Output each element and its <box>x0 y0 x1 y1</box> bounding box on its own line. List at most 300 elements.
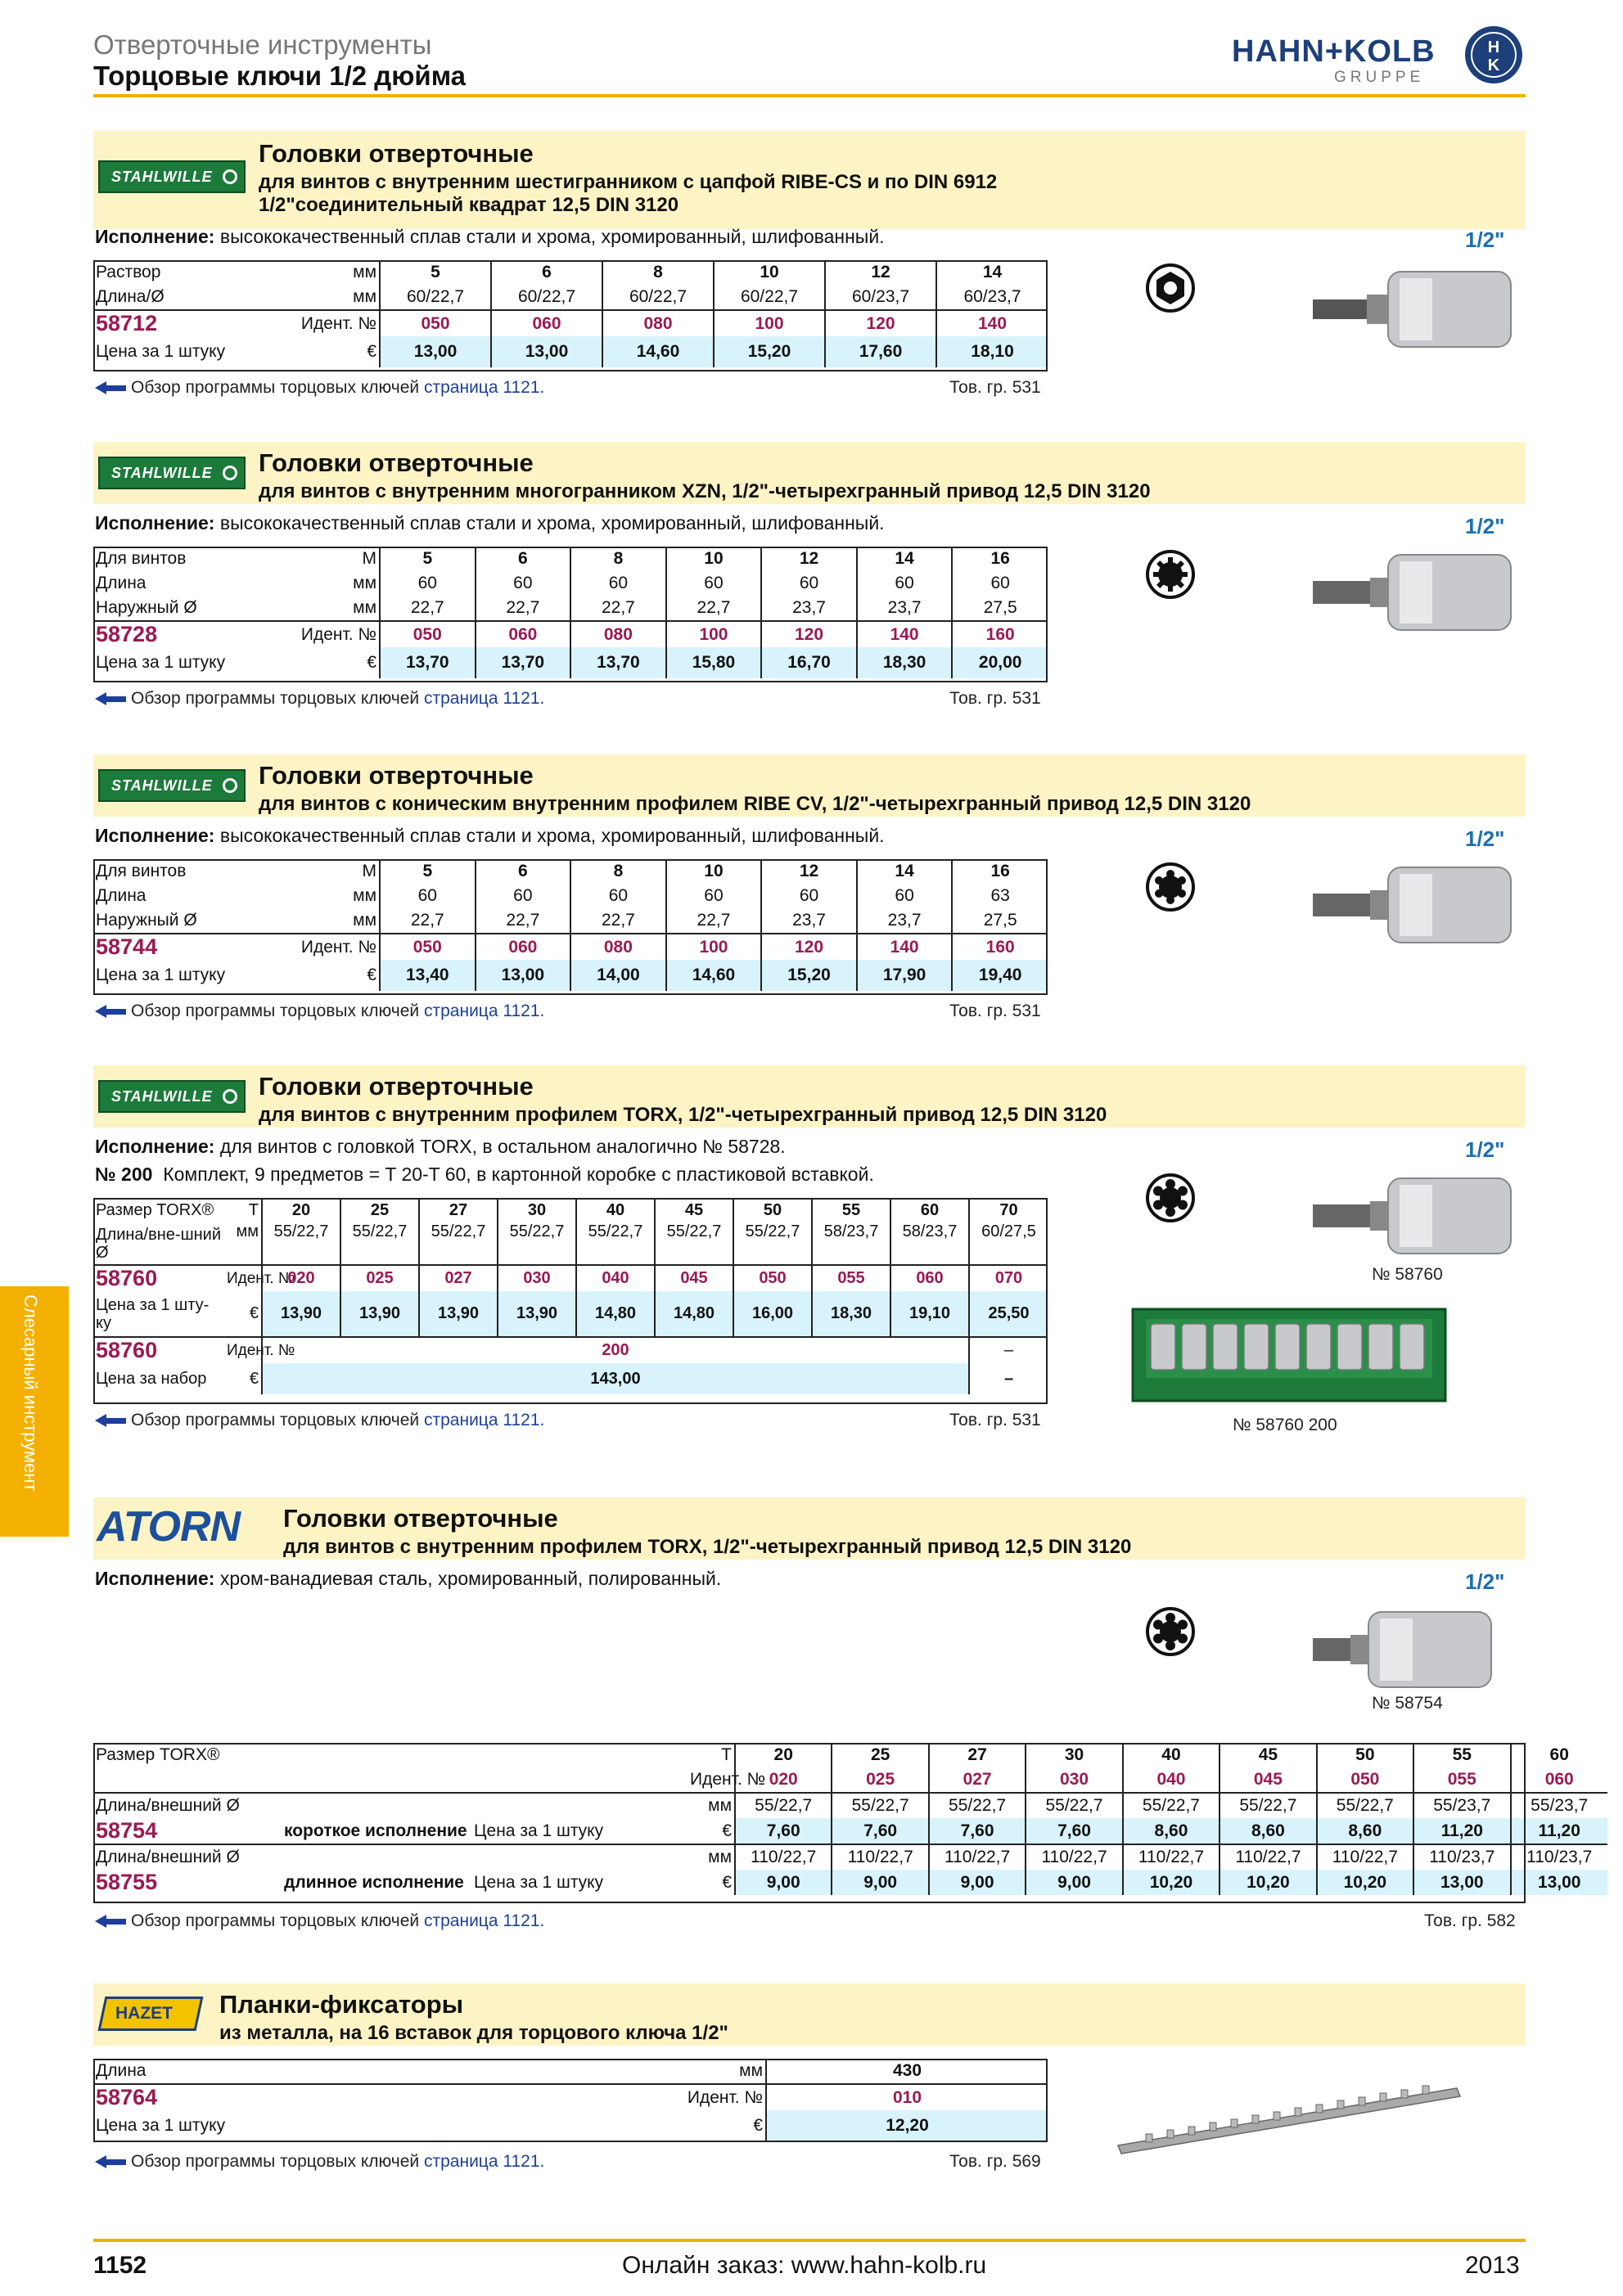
cell: 8 <box>570 547 666 571</box>
price-cell: 16,70 <box>761 647 857 678</box>
price-cell: 17,60 <box>825 336 936 367</box>
cell: 110/22,7 <box>832 1844 928 1870</box>
side-tab <box>0 1286 69 1537</box>
cell: 6 <box>476 547 571 571</box>
section-2-subtitle: для винтов с внутренним многогранником XZN, 1/2"-четырехгранный привод 12,5 DIN 3120 <box>259 480 1151 502</box>
row-unit: мм <box>353 911 376 930</box>
arrow-left-icon <box>95 2155 106 2168</box>
ident-cell: 045 <box>655 1265 733 1291</box>
cell: 55/22,7 <box>419 1222 498 1265</box>
ident-cell: 055 <box>1413 1767 1510 1793</box>
cell: 23,7 <box>761 596 857 621</box>
cell: 14 <box>936 260 1048 285</box>
price-cell: 18,10 <box>936 336 1048 367</box>
section-1-note: Обзор программы торцовых ключей страница 1121. <box>95 378 544 398</box>
price-label: Цена за 1 штуку <box>96 966 226 984</box>
section-4-title: Головки отверточные <box>259 1072 534 1101</box>
cell: 110/22,7 <box>1317 1844 1413 1870</box>
ident-cell: 080 <box>570 934 666 960</box>
cell: 60 <box>666 571 762 596</box>
socket-rail-image <box>1113 2070 1465 2160</box>
ident-cell: 120 <box>761 621 857 647</box>
price-cell: 8,60 <box>1317 1818 1413 1844</box>
ident-cell: 070 <box>969 1265 1048 1291</box>
ident-cell: 140 <box>857 934 953 960</box>
price-cell: 9,00 <box>1026 1870 1122 1895</box>
hex-socket-bit-image <box>1310 260 1522 358</box>
section-5-group: Тов. гр. 582 <box>1424 1911 1516 1930</box>
cell: 30 <box>1026 1743 1122 1767</box>
catalog-year: 2013 <box>1465 2252 1520 2279</box>
cell: 110/23,7 <box>1511 1844 1607 1870</box>
section-6-title: Планки-фиксаторы <box>219 1990 464 2019</box>
section-6-subtitle: из металла, на 16 вставок для торцового ключа 1/2" <box>219 2022 728 2044</box>
cell: 110/22,7 <box>735 1844 832 1870</box>
page-link[interactable]: страница 1121. <box>424 378 545 397</box>
price-cell: 15,20 <box>714 336 825 367</box>
cell: 20 <box>262 1198 340 1222</box>
section-5-execution: Исполнение: хром-ванадиевая сталь, хромированный, полированный. <box>95 1568 722 1589</box>
cell: 430 <box>766 2059 1048 2084</box>
row-unit: мм <box>236 1222 259 1240</box>
price-cell: 11,20 <box>1511 1818 1607 1844</box>
cell: 60 <box>476 571 571 596</box>
price-cell: 7,60 <box>735 1818 832 1844</box>
currency: € <box>367 966 376 984</box>
set-article-number[interactable]: 58760 <box>93 1337 224 1363</box>
row-label: Наружный Ø <box>96 911 197 930</box>
section-5-table <box>93 1743 1607 1895</box>
hazet-logo: HAZET <box>98 1997 204 2031</box>
cell: 55/22,7 <box>733 1222 812 1265</box>
cell: 55/22,7 <box>1026 1793 1122 1818</box>
cell: 60 <box>857 571 953 596</box>
row-unit: мм <box>739 2061 763 2080</box>
xzn-socket-icon <box>1146 550 1195 599</box>
ident-label: Идент. № <box>290 934 380 960</box>
row-label: Для винтов <box>96 549 187 568</box>
cell: 14 <box>857 859 953 884</box>
cell: 60 <box>666 884 762 908</box>
row-unit: M <box>362 862 376 880</box>
cell: 60/22,7 <box>491 285 602 310</box>
price-cell: 7,60 <box>1026 1818 1122 1844</box>
ident-cell: 030 <box>1026 1767 1122 1793</box>
hahn-kolb-logo-icon <box>1463 25 1524 85</box>
cell: 40 <box>1123 1743 1220 1767</box>
ident-label: Идент. № <box>290 310 380 336</box>
page-link[interactable]: страница 1121. <box>424 1411 545 1429</box>
price-cell: 20,00 <box>952 647 1048 678</box>
section-3-table <box>93 859 1048 991</box>
ident-cell: 120 <box>825 310 936 336</box>
cell: 60 <box>380 571 476 596</box>
price-cell: 8,60 <box>1220 1818 1316 1844</box>
cell: 22,7 <box>476 596 571 621</box>
svg-text:K: K <box>1487 56 1500 74</box>
price-cell: 9,00 <box>735 1870 832 1895</box>
cell: 60 <box>890 1198 969 1222</box>
price-cell: 13,00 <box>476 960 571 991</box>
section-3-subtitle: для винтов с коническим внутренним профилем RIBE CV, 1/2"-четырехгранный привод 12,5 DIN 3120 <box>259 793 1251 815</box>
arrow-left-icon <box>95 381 106 394</box>
section-3-note: Обзор программы торцовых ключей страница 1121. <box>95 1002 544 1021</box>
ident-cell: 050 <box>380 310 491 336</box>
set-price-cell: 143,00 <box>262 1363 969 1394</box>
section-5-title: Головки отверточные <box>283 1504 558 1533</box>
ident-cell: 160 <box>952 621 1048 647</box>
row-label: Раствор <box>96 263 161 281</box>
cell: 25 <box>832 1743 928 1767</box>
cell: 60/23,7 <box>936 285 1048 310</box>
ident-label: Идент. № <box>224 1337 262 1363</box>
cell: 110/23,7 <box>1413 1844 1510 1870</box>
row-label: Размер TORX® <box>96 1200 214 1219</box>
cell: 55/23,7 <box>1413 1793 1510 1818</box>
price-cell: 13,90 <box>262 1291 340 1337</box>
row-label: Длина <box>96 574 147 592</box>
cell: 22,7 <box>570 596 666 621</box>
page-link[interactable]: страница 1121. <box>424 1911 545 1930</box>
cell: 5 <box>380 859 476 884</box>
section-3-group: Тов. гр. 531 <box>949 1002 1041 1020</box>
cell: 10 <box>666 859 762 884</box>
cell: 20 <box>735 1743 832 1767</box>
page-link[interactable]: страница 1121. <box>424 1002 545 1020</box>
price-cell: 19,10 <box>890 1291 969 1337</box>
cell: 40 <box>576 1198 655 1222</box>
cell: 55/22,7 <box>1123 1793 1220 1818</box>
cell: 22,7 <box>570 908 666 934</box>
cell: 22,7 <box>666 908 762 934</box>
arrow-left-icon <box>95 1915 106 1928</box>
section-1-subtitle-2: 1/2"соединительный квадрат 12,5 DIN 3120 <box>259 194 679 216</box>
torx-socket-icon <box>1146 1607 1195 1656</box>
price-cell: 11,20 <box>1413 1818 1510 1844</box>
section-5-drive-size: 1/2" <box>1465 1569 1505 1594</box>
row-label: Длина <box>96 886 147 905</box>
price-cell: 10,20 <box>1123 1870 1220 1895</box>
article-number[interactable]: 58728 <box>93 621 290 647</box>
ribe-socket-bit-image <box>1310 856 1522 954</box>
row-label: Наружный Ø <box>96 598 197 617</box>
row-unit: мм <box>353 886 376 905</box>
cell: 60 <box>570 884 666 908</box>
ident-cell: 060 <box>491 310 602 336</box>
cell: 60/27,5 <box>969 1222 1048 1265</box>
cell: 110/22,7 <box>929 1844 1026 1870</box>
section-1-group: Тов. гр. 531 <box>949 378 1041 397</box>
cell: 30 <box>498 1198 576 1222</box>
price-cell: 13,00 <box>491 336 602 367</box>
ribe-socket-icon <box>1146 862 1195 912</box>
cell: 5 <box>380 260 491 285</box>
ident-cell: 160 <box>952 934 1048 960</box>
ident-label: Идент. № <box>224 1265 262 1291</box>
page-link[interactable]: страница 1121. <box>424 2152 545 2171</box>
ident-cell: 030 <box>498 1265 576 1291</box>
price-cell: 13,40 <box>380 960 476 991</box>
cell: 60 <box>857 884 953 908</box>
section-2-drive-size: 1/2" <box>1465 514 1505 538</box>
cell: 110/22,7 <box>1123 1844 1220 1870</box>
currency: € <box>722 1821 732 1840</box>
header-subcategory: Торцовые ключи 1/2 дюйма <box>93 61 467 91</box>
price-label: Цена за 1 штуку <box>96 342 226 361</box>
cell: 12 <box>761 859 857 884</box>
row-label: Длина/внешний Ø <box>93 1844 688 1870</box>
page-number: 1152 <box>93 2252 147 2279</box>
section-2-table <box>93 547 1048 678</box>
hex-socket-icon <box>1146 263 1195 313</box>
article-number[interactable]: 58764 <box>93 2084 322 2110</box>
article-number[interactable]: 58744 <box>93 934 290 960</box>
row-unit: мм <box>353 287 376 306</box>
cell: 8 <box>570 859 666 884</box>
torx-socket-bit-image <box>1310 1167 1522 1265</box>
header-rule <box>93 94 1526 97</box>
cell: 70 <box>969 1198 1048 1222</box>
cell: 22,7 <box>476 908 571 934</box>
atorn-logo: ATORN <box>97 1503 241 1551</box>
cell: 22,7 <box>380 908 476 934</box>
ident-cell: 027 <box>929 1767 1026 1793</box>
wrench-icon <box>223 466 237 480</box>
variant-label: короткое исполнение <box>284 1821 467 1840</box>
price-cell: 14,80 <box>576 1291 655 1337</box>
brand-group: GRUPPE <box>1334 69 1425 86</box>
cell: 58/23,7 <box>890 1222 969 1265</box>
ident-cell: 050 <box>733 1265 812 1291</box>
cell: 23,7 <box>857 596 953 621</box>
cell: 110/22,7 <box>1026 1844 1122 1870</box>
section-4-table <box>93 1198 1048 1394</box>
ident-cell: 050 <box>380 934 476 960</box>
cell: 55/23,7 <box>1511 1793 1607 1818</box>
section-4-note: Обзор программы торцовых ключей страница 1121. <box>95 1411 544 1430</box>
cell: 60/22,7 <box>380 285 491 310</box>
cell: 27 <box>419 1198 498 1222</box>
svg-text:H: H <box>1487 38 1500 56</box>
row-label: Длина/внешний Ø <box>93 1793 688 1818</box>
cell: 60 <box>761 884 857 908</box>
row-label: Длина/вне-шний Ø <box>96 1225 221 1262</box>
cell: 45 <box>1220 1743 1316 1767</box>
section-4-group: Тов. гр. 531 <box>949 1411 1041 1429</box>
ident-cell: 020 <box>735 1767 832 1793</box>
cell: 22,7 <box>666 596 762 621</box>
cell: 8 <box>602 260 714 285</box>
stahlwille-logo: STAHLWILLE <box>98 1080 246 1113</box>
price-label: Цена за набор <box>96 1369 207 1388</box>
cell: 58/23,7 <box>812 1222 890 1265</box>
cell: 60 <box>380 884 476 908</box>
ident-cell: 050 <box>380 621 476 647</box>
ident-cell: 080 <box>602 310 714 336</box>
ident-cell: 025 <box>832 1767 928 1793</box>
row-unit: мм <box>353 598 376 617</box>
xzn-socket-bit-image <box>1310 543 1522 642</box>
article-number[interactable]: 58755 <box>96 1870 158 1894</box>
currency: € <box>722 1872 732 1892</box>
price-cell: 9,00 <box>832 1870 928 1895</box>
page-link[interactable]: страница 1121. <box>424 689 545 708</box>
ident-cell: 027 <box>419 1265 498 1291</box>
price-cell: 8,60 <box>1123 1818 1220 1844</box>
cell: 50 <box>1317 1743 1413 1767</box>
price-label: Цена за 1 шту-ку <box>96 1295 210 1332</box>
section-6-table <box>93 2059 1048 2141</box>
cell: 55/22,7 <box>929 1793 1026 1818</box>
price-cell: 18,30 <box>857 647 953 678</box>
cell: 27,5 <box>952 596 1048 621</box>
price-cell: 16,00 <box>733 1291 812 1337</box>
price-cell: 18,30 <box>812 1291 890 1337</box>
section-6-note: Обзор программы торцовых ключей страница 1121. <box>95 2152 544 2172</box>
cell: 27,5 <box>952 908 1048 934</box>
ident-cell: 080 <box>570 621 666 647</box>
price-cell: 15,80 <box>666 647 762 678</box>
section-2-group: Тов. гр. 531 <box>949 689 1041 708</box>
row-label: Длина <box>96 2061 147 2080</box>
wrench-icon <box>223 169 237 184</box>
section-1-table <box>93 260 1048 367</box>
cell: 12 <box>761 547 857 571</box>
cell: 60/22,7 <box>714 285 825 310</box>
set-ident-cell: 200 <box>262 1337 969 1363</box>
cell: 5 <box>380 547 476 571</box>
ident-cell: 045 <box>1220 1767 1316 1793</box>
ident-cell: 060 <box>890 1265 969 1291</box>
cell: 55/22,7 <box>340 1222 419 1265</box>
price-cell: 9,00 <box>929 1870 1026 1895</box>
cell: 60 <box>570 571 666 596</box>
price-cell: 17,90 <box>857 960 953 991</box>
price-cell: 14,60 <box>602 336 714 367</box>
cell: 12 <box>825 260 936 285</box>
cell: 6 <box>476 859 571 884</box>
caption-atorn: № 58754 <box>1372 1694 1443 1713</box>
cell-dash: – <box>969 1363 1048 1394</box>
price-cell: 12,20 <box>766 2110 1048 2141</box>
price-cell: 19,40 <box>952 960 1048 991</box>
caption-single: № 58760 <box>1372 1265 1443 1284</box>
section-1-drive-size: 1/2" <box>1465 227 1505 252</box>
price-cell: 13,00 <box>1413 1870 1510 1895</box>
ident-cell: 100 <box>666 621 762 647</box>
section-4-set-description: № 200 Комплект, 9 предметов = T 20-T 60, в картонной коробке с пластиковой вставкой. <box>95 1164 874 1185</box>
cell: 10 <box>714 260 825 285</box>
section-2-title: Головки отверточные <box>259 448 534 477</box>
ident-cell: 060 <box>1511 1767 1607 1793</box>
section-3-drive-size: 1/2" <box>1465 826 1505 851</box>
section-2-execution: Исполнение: высококачественный сплав стали и хрома, хромированный, шлифованный. <box>95 512 885 533</box>
ident-cell: 055 <box>812 1265 890 1291</box>
currency: € <box>367 653 376 672</box>
cell: 110/22,7 <box>1220 1844 1316 1870</box>
cell: 55/22,7 <box>576 1222 655 1265</box>
cell: 55 <box>812 1198 890 1222</box>
cell: 55/22,7 <box>498 1222 576 1265</box>
article-number[interactable]: 58760 <box>93 1265 224 1291</box>
cell: 60 <box>476 884 571 908</box>
price-cell: 14,60 <box>666 960 762 991</box>
cell: 55/22,7 <box>262 1222 340 1265</box>
row-unit: мм <box>688 1793 735 1818</box>
section-6-group: Тов. гр. 569 <box>949 2152 1041 2171</box>
price-label: Цена за 1 штуку <box>474 1872 604 1892</box>
ident-cell: 140 <box>857 621 953 647</box>
variant-label: длинное исполнение <box>284 1872 464 1892</box>
stahlwille-logo: STAHLWILLE <box>98 769 246 802</box>
section-3-execution: Исполнение: высококачественный сплав стали и хрома, хромированный, шлифованный. <box>95 825 885 846</box>
price-cell: 15,20 <box>761 960 857 991</box>
section-4-execution: Исполнение: для винтов с головкой TORX, в остальном аналогично № 58728. <box>95 1136 786 1157</box>
ident-cell: 060 <box>476 621 571 647</box>
cell: 55 <box>1413 1743 1510 1767</box>
cell: 22,7 <box>380 596 476 621</box>
price-cell: 13,00 <box>380 336 491 367</box>
section-3-title: Головки отверточные <box>259 761 534 790</box>
row-label: Для винтов <box>96 862 187 880</box>
atorn-torx-socket-image <box>1310 1600 1522 1699</box>
cell: 63 <box>952 884 1048 908</box>
cell: 16 <box>952 547 1048 571</box>
cell: 55/22,7 <box>735 1793 832 1818</box>
price-cell: 7,60 <box>832 1818 928 1844</box>
price-cell: 25,50 <box>969 1291 1048 1337</box>
row-unit: мм <box>353 574 376 592</box>
cell: 25 <box>340 1198 419 1222</box>
price-cell: 14,80 <box>655 1291 733 1337</box>
row-unit: мм <box>688 1844 735 1870</box>
price-label: Цена за 1 штуку <box>96 653 226 672</box>
cell: 14 <box>857 547 953 571</box>
wrench-icon <box>223 778 237 793</box>
row-unit: T <box>248 1200 259 1219</box>
section-4-drive-size: 1/2" <box>1465 1137 1505 1162</box>
currency: € <box>367 342 376 361</box>
cell: 16 <box>952 859 1048 884</box>
price-cell: 10,20 <box>1220 1870 1316 1895</box>
ident-cell: 100 <box>714 310 825 336</box>
currency: € <box>249 1304 259 1322</box>
torx-set-box-image <box>1129 1306 1449 1407</box>
cell: 60/23,7 <box>825 285 936 310</box>
cell: 55/22,7 <box>1220 1793 1316 1818</box>
cell: 50 <box>733 1198 812 1222</box>
ident-cell: 100 <box>666 934 762 960</box>
price-cell: 14,00 <box>570 960 666 991</box>
article-number[interactable]: 58712 <box>93 310 290 336</box>
arrow-left-icon <box>95 1005 106 1018</box>
section-4-subtitle: для винтов с внутренним профилем TORX, 1/2"-четырехгранный привод 12,5 DIN 3120 <box>259 1104 1107 1126</box>
cell: 60/22,7 <box>602 285 714 310</box>
footer-rule <box>93 2239 1526 2242</box>
section-1-subtitle-1: для винтов с внутренним шестигранником с цапфой RIBE-CS и по DIN 6912 <box>259 171 998 193</box>
price-label: Цена за 1 штуку <box>474 1821 604 1840</box>
caption-set: № 58760 200 <box>1233 1416 1337 1434</box>
cell: 10 <box>666 547 762 571</box>
row-label: Длина/Ø <box>96 287 165 306</box>
cell: 6 <box>491 260 602 285</box>
article-number[interactable]: 58754 <box>96 1818 158 1843</box>
row-unit: M <box>362 549 376 568</box>
cell: 45 <box>655 1198 733 1222</box>
wrench-icon <box>223 1089 237 1104</box>
price-cell: 13,70 <box>570 647 666 678</box>
price-cell: 13,70 <box>476 647 571 678</box>
